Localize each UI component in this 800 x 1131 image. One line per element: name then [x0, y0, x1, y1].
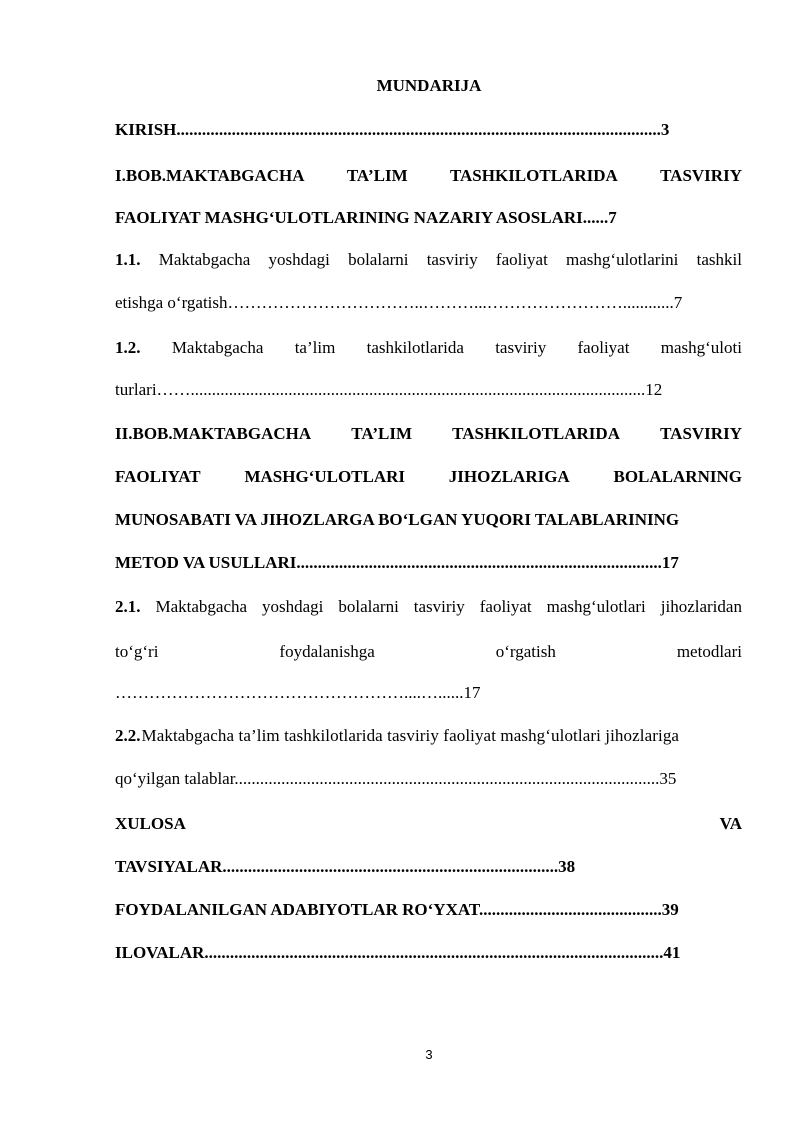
word: faoliyat — [479, 597, 532, 616]
word: foydalanishga — [279, 642, 375, 661]
word: mashg‘uloti — [660, 338, 742, 357]
toc-entry-xulosa-line-1 — [115, 814, 742, 834]
toc-entry-ilovalar: ILOVALAR............................................................................................................41 — [115, 943, 681, 962]
word: tashkil — [696, 250, 742, 269]
section-number: 1.2. — [115, 338, 141, 357]
word: metodlari — [676, 642, 742, 661]
word: TASHKILOTLARIDA — [452, 424, 620, 443]
word: tashkilotlarida — [366, 338, 464, 357]
toc-entry-chapter-2-line-3: MUNOSABATI VA JIHOZLARGA BO‘LGAN YUQORI TALABLARINING — [115, 510, 680, 529]
toc-entry-section-1-2-line-2: turlari……...........................................................................................................12 — [115, 380, 663, 399]
word: Maktabgacha — [158, 250, 251, 269]
section-number: 1.1. — [115, 250, 141, 269]
toc-entry-section-2-1-line-2 — [115, 642, 742, 662]
section-number: 2.2. — [115, 726, 141, 745]
word: FAOLIYAT — [115, 467, 201, 486]
word: tasviriy — [426, 250, 478, 269]
toc-entry-chapter-2-line-2 — [115, 467, 742, 487]
toc-entry-chapter-2-line-1 — [115, 424, 742, 444]
word: TA’LIM — [351, 424, 413, 443]
toc-entry-section-2-2-line-1 — [115, 726, 742, 746]
word: I.BOB.MAKTABGACHA — [115, 166, 305, 185]
toc-entry-chapter-1-line-1 — [115, 166, 742, 186]
word: VA — [719, 814, 742, 833]
word: faoliyat — [577, 338, 630, 357]
word: ta’lim — [294, 338, 336, 357]
page-number: 3 — [425, 1047, 433, 1062]
word: bolalarni — [348, 250, 409, 269]
toc-entry-section-1-2-line-1 — [115, 338, 742, 358]
toc-entry-section-2-2-line-2: qo‘yilgan talablar....................................................................................................35 — [115, 769, 677, 788]
word: TASVIRIY — [660, 424, 742, 443]
toc-entry-xulosa-line-2: TAVSIYALAR...............................................................................38 — [115, 857, 576, 876]
toc-entry-foydalanilgan: FOYDALANILGAN ADABIYOTLAR RO‘YXAT...........................................39 — [115, 900, 679, 919]
word: JIHOZLARIGA — [448, 467, 570, 486]
toc-entry-section-2-1-line-3: ……………………………………………....…......17 — [115, 683, 481, 702]
word: MASHG‘ULOTLARI — [244, 467, 406, 486]
section-title: Maktabgacha ta’lim tashkilotlarida tasviriy faoliyat mashg‘ulotlari jihozlariga — [141, 726, 680, 745]
word: yoshdagi — [262, 597, 324, 616]
word: tasviriy — [413, 597, 465, 616]
word: mashg‘ulotlarini — [566, 250, 679, 269]
toc-title: MUNDARIJA — [376, 76, 482, 95]
toc-entry-section-1-1-line-1 — [115, 250, 742, 270]
word: bolalarni — [338, 597, 399, 616]
toc-entry-section-2-1-line-1 — [115, 597, 742, 617]
word: yoshdagi — [268, 250, 330, 269]
word: XULOSA — [115, 814, 186, 833]
toc-entry-chapter-2-line-4: METOD VA USULLARI......................................................................................17 — [115, 553, 679, 572]
word: jihozlaridan — [660, 597, 742, 616]
word: mashg‘ulotlari — [546, 597, 646, 616]
word: to‘g‘ri — [115, 642, 159, 661]
word: faoliyat — [495, 250, 548, 269]
word: TASHKILOTLARIDA — [449, 166, 618, 185]
toc-entry-section-1-1-line-2: etishga o‘rgatish……………………………..………...……………………............7 — [115, 293, 683, 312]
word: II.BOB.MAKTABGACHA — [115, 424, 312, 443]
word: tasviriy — [495, 338, 547, 357]
word: Maktabgacha — [171, 338, 264, 357]
word: o‘rgatish — [495, 642, 556, 661]
word: Maktabgacha — [155, 597, 248, 616]
word: TA’LIM — [346, 166, 408, 185]
toc-entry-chapter-1-line-2: FAOLIYAT MASHG‘ULOTLARINING NAZARIY ASOSLARI......7 — [115, 208, 617, 227]
word: TASVIRIY — [660, 166, 742, 185]
word: BOLALARNING — [613, 467, 742, 486]
section-number: 2.1. — [115, 597, 141, 616]
toc-entry-kirish: KIRISH..................................................................................................................3 — [115, 120, 670, 139]
